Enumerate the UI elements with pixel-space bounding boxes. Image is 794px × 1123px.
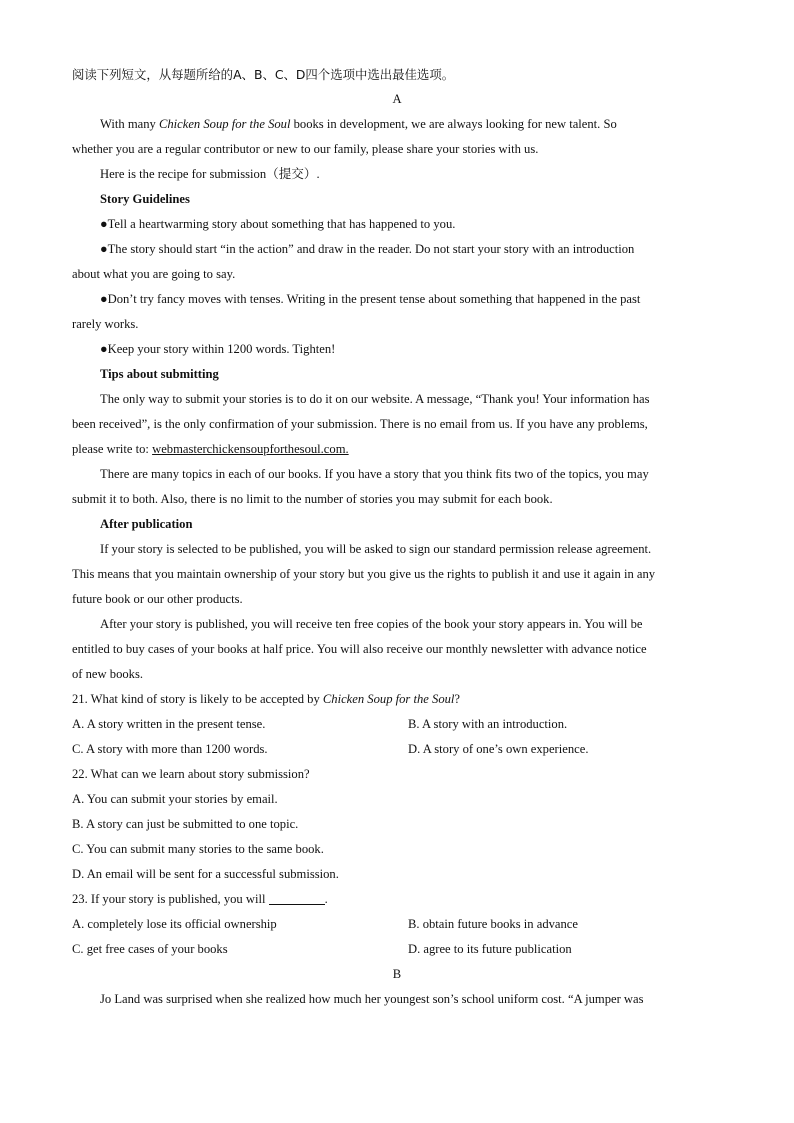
paragraph-line: The only way to submit your stories is to do it on our website. A message, “Thank you! Your information has	[100, 392, 650, 406]
paragraph-line: With many Chicken Soup for the Soul books in development, we are always looking for new talent. So	[100, 117, 617, 131]
question-23-options-row	[72, 912, 722, 937]
question-23-options-row	[72, 937, 722, 962]
paragraph-line: There are many topics in each of our books. If you have a story that you think fits two of the topics, you may	[100, 467, 649, 481]
heading-tips: Tips about submitting	[100, 367, 219, 381]
option-b[interactable]: B. A story can just be submitted to one topic.	[72, 817, 299, 831]
heading-after-publication: After publication	[100, 517, 193, 531]
option-d[interactable]: D. A story of one’s own experience.	[408, 742, 589, 756]
book-title: Chicken Soup for the Soul	[158, 117, 291, 131]
question-21-options-row	[72, 737, 722, 762]
paragraph-line: This means that you maintain ownership of your story but you give us the rights to publish it and use it again in any	[72, 567, 656, 581]
passage-a-label: A	[392, 92, 402, 106]
paragraph-line: After your story is published, you will receive ten free copies of the book your story appears in. You will be	[100, 617, 643, 631]
option-b[interactable]: B. obtain future books in advance	[408, 917, 578, 931]
paragraph-line: future book or our other products.	[72, 592, 243, 606]
book-title: Chicken Soup for the Soul	[322, 692, 455, 706]
answer-blank[interactable]	[269, 890, 325, 905]
instruction: 阅读下列短文，从每题所给的A、B、C、D四个选项中选出最佳选项。	[72, 67, 455, 82]
bullet-item: ●Tell a heartwarming story about something that has happened to you.	[100, 217, 456, 231]
paragraph-line: If your story is selected to be published, you will be asked to sign our standard permission release agreement.	[100, 542, 652, 556]
passage-b-label: B	[392, 967, 402, 981]
paragraph-line: been received”, is the only confirmation of your submission. There is no email from us. If you have any problems,	[72, 417, 648, 431]
question-21-options-row	[72, 712, 722, 737]
question-21-stem: 21. What kind of story is likely to be accepted by Chicken Soup for the Soul?	[72, 692, 460, 706]
option-b[interactable]: B. A story with an introduction.	[408, 717, 568, 731]
paragraph-line: Jo Land was surprised when she realized how much her youngest son’s school uniform cost. “A jumper was	[100, 992, 644, 1006]
paragraph-line: entitled to buy cases of your books at half price. You will also receive our monthly newsletter with advance notice	[72, 642, 647, 656]
paragraph-line: Here is the recipe for submission（提交）.	[100, 167, 320, 181]
question-22-stem: 22. What can we learn about story submission?	[72, 767, 310, 781]
bullet-item-cont: rarely works.	[72, 317, 139, 331]
bullet-item: ●Keep your story within 1200 words. Tighten!	[100, 342, 336, 356]
website-link[interactable]: webmasterchickensoupforthesoul.com.	[152, 442, 349, 456]
option-d[interactable]: D. agree to its future publication	[408, 942, 572, 956]
paragraph-line: whether you are a regular contributor or new to our family, please share your stories with us.	[72, 142, 539, 156]
option-d[interactable]: D. An email will be sent for a successful submission.	[72, 867, 339, 881]
option-c[interactable]: C. get free cases of your books	[72, 942, 228, 956]
option-c[interactable]: C. You can submit many stories to the same book.	[72, 842, 324, 856]
paragraph-line: of new books.	[72, 667, 144, 681]
bullet-item: ●Don’t try fancy moves with tenses. Writing in the present tense about something that happened in the past	[100, 292, 641, 306]
paragraph-line: submit it to both. Also, there is no limit to the number of stories you may submit for each book.	[72, 492, 553, 506]
heading-story-guidelines: Story Guidelines	[100, 192, 190, 206]
bullet-item-cont: about what you are going to say.	[72, 267, 236, 281]
question-23-stem: 23. If your story is published, you will .	[72, 892, 328, 906]
document-page	[72, 62, 722, 1012]
option-a[interactable]: A. A story written in the present tense.	[72, 717, 266, 731]
paragraph-line: please write to: webmasterchickensoupforthesoul.com.	[72, 442, 349, 456]
option-a[interactable]: A. completely lose its official ownership	[72, 917, 277, 931]
option-c[interactable]: C. A story with more than 1200 words.	[72, 742, 268, 756]
bullet-item: ●The story should start “in the action” and draw in the reader. Do not start your story with an introduction	[100, 242, 635, 256]
option-a[interactable]: A. You can submit your stories by email.	[72, 792, 278, 806]
